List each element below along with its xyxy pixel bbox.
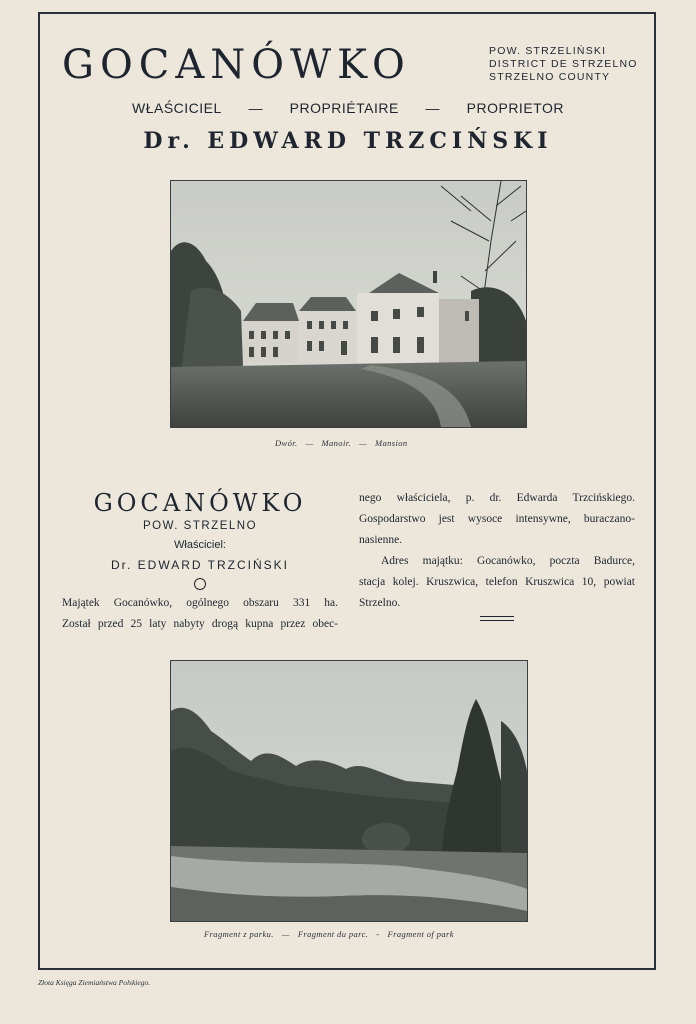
- caption-dash: —: [359, 438, 367, 448]
- district-line: DISTRICT DE STRZELNO: [489, 58, 638, 70]
- caption-en: Mansion: [374, 438, 408, 448]
- entry-heading: [62, 488, 338, 574]
- owner-label-line: [62, 100, 634, 116]
- owner-label-en: PROPRIETOR: [466, 100, 564, 116]
- text-line: Został przed 25 laty nabyty drogą kupna przez obec-: [62, 618, 338, 630]
- park-photo-caption: [200, 929, 458, 939]
- park-photo: [170, 660, 528, 922]
- page-title: GOCANÓWKO: [62, 42, 411, 88]
- entry-district: POW. STRZELNO: [142, 520, 258, 532]
- entry-title: GOCANÓWKO: [93, 489, 307, 517]
- entry-text-left: [62, 593, 338, 635]
- end-rule: [480, 616, 514, 621]
- caption-pl: Fragment z parku.: [204, 929, 274, 939]
- owner-label-pl: WŁAŚCICIEL: [132, 100, 222, 116]
- entry-text-right: [359, 488, 635, 614]
- text-line: nasienne.: [359, 534, 403, 546]
- text-line: Adres majątku: Gocanówko, poczta Badurce,: [381, 555, 635, 567]
- caption-dash: -: [376, 929, 380, 939]
- entry-owner-name: Dr. EDWARD TRZCIŃSKI: [110, 558, 289, 572]
- text-line: stacja kolej. Kruszwica, telefon Kruszwica 10, powiat: [359, 576, 635, 588]
- text-line: Majątek Gocanówko, ogólnego obszaru 331 ha.: [62, 597, 338, 609]
- text-line: Gospodarstwo jest wysoce intensywne, buraczano-: [359, 513, 635, 525]
- publication-footer: Złota Księga Ziemiaństwa Polskiego.: [38, 978, 151, 987]
- manor-photo-caption: [271, 438, 412, 448]
- park-photo-image: [171, 661, 527, 921]
- separator-dash: —: [248, 100, 263, 116]
- text-line: Strzelno.: [359, 597, 401, 609]
- ornament-circle: [194, 578, 206, 590]
- manor-photo: [170, 180, 527, 428]
- caption-pl: Dwór.: [275, 438, 298, 448]
- district-line: POW. STRZELIŃSKI: [489, 45, 607, 57]
- manor-photo-image: [171, 181, 526, 427]
- separator-dash: —: [425, 100, 440, 116]
- district-line: STRZELNO COUNTY: [489, 71, 611, 83]
- caption-en: Fragment of park: [387, 929, 454, 939]
- owner-label-fr: PROPRIÉTAIRE: [289, 100, 399, 116]
- caption-fr: Fragment du parc.: [297, 929, 369, 939]
- caption-dash: —: [305, 438, 314, 448]
- district-block: [489, 45, 639, 84]
- owner-name: Dr. EDWARD TRZCIŃSKI: [143, 128, 553, 154]
- caption-dash: —: [281, 929, 290, 939]
- entry-owner-label: Właściciel:: [174, 539, 226, 551]
- caption-fr: Manoir.: [321, 438, 352, 448]
- text-line: nego właściciela, p. dr. Edwarda Trzcińskiego.: [359, 492, 635, 504]
